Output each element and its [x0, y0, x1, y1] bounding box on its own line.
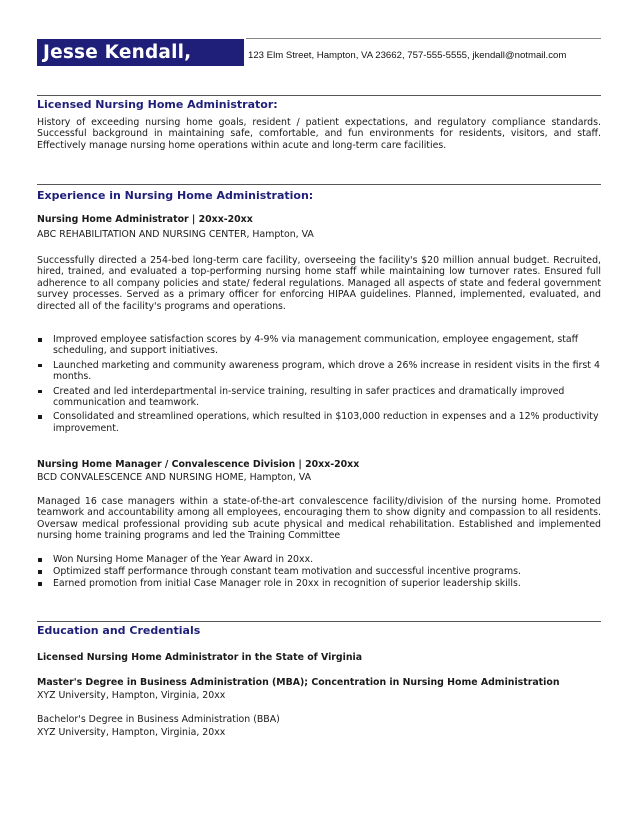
- job-employer: ABC REHABILITATION AND NURSING CENTER, Hampton, VA: [37, 229, 314, 240]
- list-item: [37, 360, 601, 383]
- achievement-text: Earned promotion from initial Case Manager role in 20xx in recognition of superior leadership skills.: [53, 578, 521, 589]
- achievement-text: Created and led interdepartmental in-service training, resulting in safer practices and dramatically improved communication and teamwork.: [53, 385, 565, 409]
- achievement-text: Consolidated and streamlined operations, which resulted in $103,000 reduction in expenses and a 12% productivity improvement.: [53, 411, 599, 434]
- degree-school: XYZ University, Hampton, Virginia, 20xx: [37, 727, 226, 738]
- job-description: Managed 16 case managers within a state-of-the-art convalescence facility/division of the nursing home. Promoted teamwork and accountability among all employees, encouraging them to show dignity and compassion to all residents. Oversaw medical professional providing sub acute physical and medical rehabilitation. Established and implemented nursing home training programs and led the Training Committee: [37, 496, 601, 542]
- experience-title: Experience in Nursing Home Administration:: [37, 189, 314, 202]
- list-item: [37, 411, 601, 434]
- job-role: Nursing Home Manager / Convalescence Division | 20xx-20xx: [37, 459, 360, 470]
- list-item: [37, 578, 601, 589]
- job-employer: BCD CONVALESCENCE AND NURSING HOME, Hampton, VA: [37, 472, 312, 483]
- bullet-icon: [38, 338, 42, 342]
- section-divider: [37, 184, 601, 185]
- bullet-icon: [38, 582, 42, 586]
- list-item: [37, 554, 601, 565]
- degree-title: Bachelor's Degree in Business Administration (BBA): [37, 714, 280, 725]
- list-item: [37, 334, 601, 357]
- contact-info: 123 Elm Street, Hampton, VA 23662, 757-555-5555, jkendall@notmail.com: [248, 50, 567, 61]
- achievement-text: Won Nursing Home Manager of the Year Award in 20xx.: [53, 554, 314, 565]
- education-title: Education and Credentials: [37, 624, 201, 637]
- bullet-icon: [38, 558, 42, 562]
- bullet-icon: [38, 364, 42, 368]
- bullet-icon: [38, 415, 42, 419]
- bullet-icon: [38, 390, 42, 394]
- job-achievements-list: [37, 334, 601, 437]
- list-item: [37, 386, 601, 409]
- candidate-name: Jesse Kendall, MBA: [37, 39, 244, 66]
- job-role: Nursing Home Administrator | 20xx-20xx: [37, 214, 253, 225]
- header-top-rule: [246, 38, 601, 39]
- summary-title: Licensed Nursing Home Administrator:: [37, 98, 278, 111]
- section-divider: [37, 95, 601, 96]
- job-achievements-list: [37, 554, 601, 590]
- license-credential: Licensed Nursing Home Administrator in the State of Virginia: [37, 652, 363, 663]
- bullet-icon: [38, 570, 42, 574]
- achievement-text: Launched marketing and community awareness program, which drove a 26% increase in resident visits in the first 4 months.: [53, 359, 600, 383]
- job-description: Successfully directed a 254-bed long-term care facility, overseeing the facility's $20 million annual budget. Recruited, hired, trained, and evaluated a top-performing nursing home staff while maintaining low turnover rates. Ensured full adherence to all company policies and state/ federal regulations. Managed all aspects of state and federal government survey processes. Served as a primary officer for enforcing HIPAA guidelines. Planned, implemented, evaluated, and directed all of the facility's programs and operations.: [37, 255, 601, 312]
- section-divider: [37, 621, 601, 622]
- list-item: [37, 566, 601, 577]
- achievement-text: Improved employee satisfaction scores by 4-9% via management communication, employee engagement, staff scheduling, and support initiatives.: [53, 334, 579, 357]
- achievement-text: Optimized staff performance through constant team motivation and successful incentive programs.: [53, 566, 521, 577]
- degree-title: Master's Degree in Business Administration (MBA); Concentration in Nursing Home Administration: [37, 677, 560, 688]
- degree-school: XYZ University, Hampton, Virginia, 20xx: [37, 690, 226, 701]
- summary-text: History of exceeding nursing home goals, resident / patient expectations, and regulatory compliance standards. Successful background in maintaining safe, comfortable, and fun environments for residents, visitors, and staff. Effectively manage nursing home operations within acute and long-term care facilities.: [37, 117, 601, 151]
